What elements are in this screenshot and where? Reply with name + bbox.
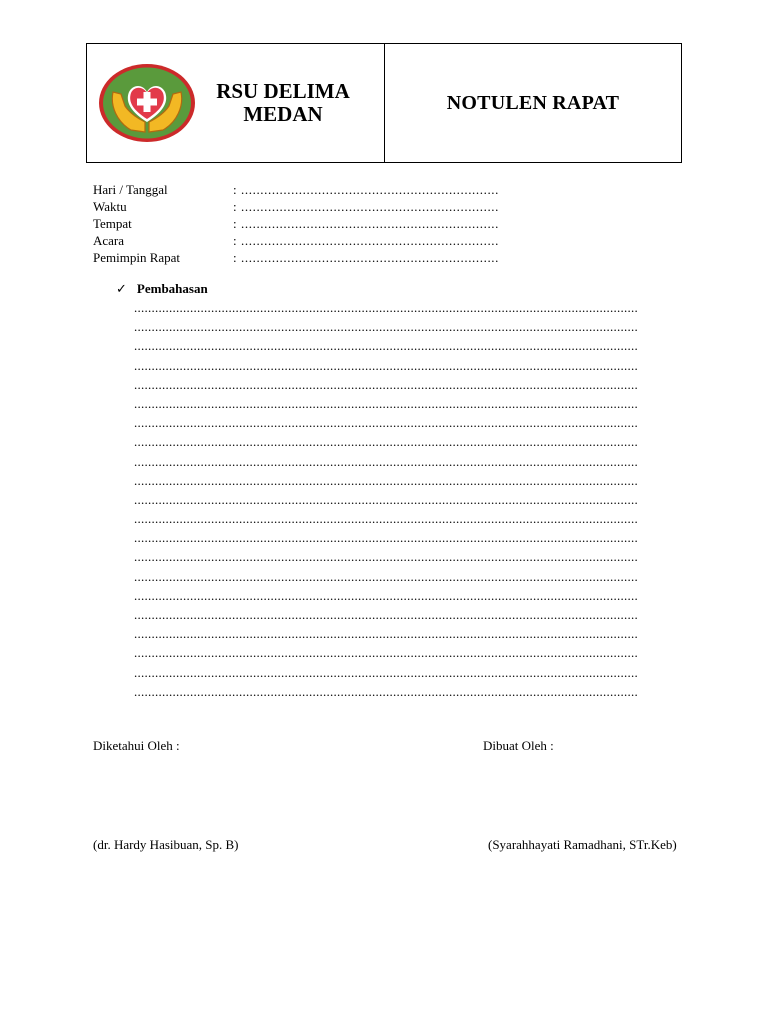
org-name-line1: RSU DELIMA [216,79,350,103]
hands-heart-cross-logo [97,62,197,144]
field-label: Hari / Tanggal [93,182,168,197]
dotted-line: ................................................................................................................................................ [134,395,638,411]
field-row [93,215,499,232]
dotted-line: ................................................................................................................................................ [134,472,638,488]
dotted-line: ................................................................................................................................................ [134,376,638,392]
title-cell [385,44,681,162]
dotted-line: ................................................................................................................................................ [134,319,638,335]
dotted-line: ................................................................................................................................................ [134,645,638,661]
org-cell [87,44,385,162]
dotted-line: ................................................................................................................................................ [134,530,638,546]
field-label: Acara [93,233,125,248]
dotted-line: ................................................................................................................................................ [134,357,638,373]
known-by-name: (dr. Hardy Hasibuan, Sp. B) [93,837,239,852]
field-label: Pemimpin Rapat [93,250,181,265]
dotted-line: ................................................................................................................................................ [134,300,638,315]
meeting-info-fields [93,181,499,266]
field-value: : ................................................................... [233,199,500,214]
field-label: Tempat [93,216,132,231]
field-row [93,181,499,198]
dotted-line: ................................................................................................................................................ [134,491,638,507]
pembahasan-dotted-lines [134,298,674,701]
dotted-line: ................................................................................................................................................ [134,415,638,431]
made-by-name: (Syarahhayati Ramadhani, STr.Keb) [488,837,677,852]
field-row [93,232,499,249]
checkmark-icon: ✓ [116,281,127,297]
pembahasan-title: Pembahasan [136,281,208,296]
field-value: : ................................................................... [233,216,500,231]
dotted-line: ................................................................................................................................................ [134,607,638,622]
field-row [93,249,499,266]
org-name-line2: MEDAN [243,102,323,126]
pembahasan-heading [116,281,208,297]
dotted-line: ................................................................................................................................................ [134,587,638,603]
dotted-line: ................................................................................................................................................ [134,511,638,527]
field-value: : ................................................................... [233,182,500,197]
made-by-label: Dibuat Oleh : [483,738,554,753]
dotted-line: ................................................................................................................................................ [134,626,638,642]
dotted-line: ................................................................................................................................................ [134,338,638,354]
dotted-line: ................................................................................................................................................ [134,568,638,584]
field-label: Waktu [93,199,127,214]
document-header [86,43,682,163]
known-by-label: Diketahui Oleh : [93,738,180,753]
dotted-line: ................................................................................................................................................ [134,549,638,565]
dotted-line: ................................................................................................................................................ [134,453,638,469]
field-row [93,198,499,215]
document-title: NOTULEN RAPAT [446,91,620,114]
dotted-line: ................................................................................................................................................ [134,683,638,699]
field-value: : ................................................................... [233,233,500,248]
dotted-line: ................................................................................................................................................ [134,434,638,450]
dotted-line: ................................................................................................................................................ [134,664,638,680]
field-value: : ................................................................... [233,250,500,265]
organization-name [199,80,367,126]
